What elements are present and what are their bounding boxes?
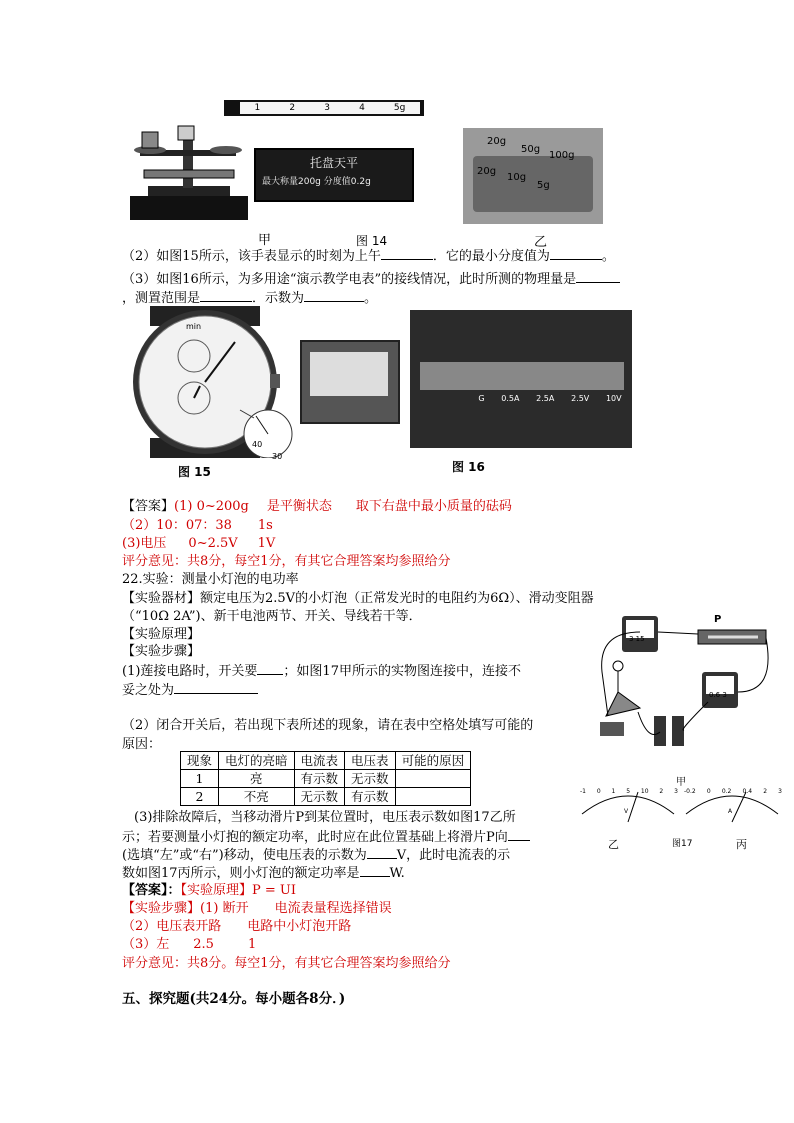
figure-15-watch (120, 306, 310, 458)
weight-label: 20g (477, 166, 497, 177)
tick-label: 0.2 (721, 788, 732, 795)
tick-label: -1 (580, 788, 586, 795)
watch-dial-label: min (186, 322, 202, 331)
answer-blank[interactable] (304, 289, 364, 302)
table-cell: 无示数 (294, 788, 345, 806)
answer-blank[interactable] (576, 270, 620, 283)
q22-step3: (3)排除故障后，当移动滑片P到某位置时，电压表示数如图17乙所 (134, 810, 516, 825)
fig17-label-yi: 乙 (608, 838, 619, 851)
terminal-label: 10V (605, 394, 622, 403)
table-cell: 不亮 (219, 788, 295, 806)
q22-step2-cont: 原因： (122, 737, 162, 752)
balance-scale-illustration (128, 98, 258, 224)
ammeter-unit: A (728, 808, 733, 815)
table-header: 可能的原因 (395, 752, 471, 770)
table-header: 现象 (181, 752, 219, 770)
question-3: （3）如图16所示，为多用途“演示教学电表”的接线情况，此时所测的物理量是 (122, 270, 620, 289)
answer-blank[interactable] (381, 247, 433, 260)
scale-tick: 3 (324, 103, 330, 113)
fig17-label-bing: 丙 (736, 838, 747, 851)
beam-scale (224, 100, 424, 116)
nameplate-spec: 最大称量200g 分度值0.2g (262, 177, 371, 187)
tick-label: 5 (626, 788, 631, 795)
nameplate (254, 148, 414, 202)
table-cell: 有示数 (345, 788, 396, 806)
q22-step2: （2）闭合开关后，若出现下表所述的现象，请在表中空格处填写可能的 (122, 718, 534, 733)
q22-step3-cont3: 数如图17丙所示，则小灯泡的额定功率是 W. (122, 866, 405, 881)
answer-blank[interactable] (550, 247, 602, 260)
answer-2-principle: 【答案】：【实验原理】P = UI (122, 883, 297, 898)
watch-sub-num: 30 (272, 452, 283, 461)
terminal-label: 2.5V (571, 394, 590, 403)
table-cell: 2 (181, 788, 219, 806)
q22-principle: 【实验原理】 (122, 627, 201, 642)
q22-step1: (1)莲接电路时，开关要 ；如图17甲所示的实物图连接中，连接不 (122, 664, 521, 679)
answer-2-score: 评分意见：共8分。每空1分，有其它合理答案均参照给分 (122, 956, 451, 971)
fig15-caption: 图 15 (178, 465, 211, 479)
answer-1-score: 评分意见：共8分，每空1分，有其它合理答案均参照给分 (122, 554, 451, 569)
watch-sub-num: 40 (252, 440, 263, 449)
figure-17-circuit (578, 612, 778, 768)
figure-16-terminals (410, 310, 632, 448)
weight-label: 10g (507, 172, 527, 183)
scale-tick: 4 (359, 103, 365, 113)
table-cell: 亮 (219, 770, 295, 788)
answer-1-line1: 【答案】(1) 0~200g 是平衡状态 取下右盘中最小质量的砝码 (122, 499, 512, 514)
q22-step3-cont2: (选填“左”或“右”)移动，使电压表的示数为 V，此时电流表的示 (122, 848, 511, 863)
table-header: 电压表 (345, 752, 396, 770)
tick-label: 2 (659, 788, 664, 795)
table-row (181, 788, 471, 806)
scale-tick: 1 (254, 103, 261, 113)
answer-blank[interactable] (508, 828, 530, 841)
tick-label: 2 (763, 788, 768, 795)
table-row (181, 770, 471, 788)
phenomenon-table (180, 751, 471, 806)
table-cell: 无示数 (345, 770, 396, 788)
weight-label: 20g (487, 136, 507, 147)
tick-label: 1 (611, 788, 616, 795)
tick-label: 3 (674, 788, 678, 795)
table-cell-answer[interactable] (395, 770, 471, 788)
table-cell-answer[interactable] (395, 788, 471, 806)
terminal-label: 0.5A (501, 394, 520, 403)
nameplate-title: 托盘天平 (309, 156, 358, 170)
q22-step1-cont: 妥之处为 (122, 681, 258, 700)
answer-2-step3: （3）左 2.5 1 (122, 937, 257, 952)
fig14-label-jia: 甲 (258, 233, 272, 248)
figure-16-meter (300, 340, 400, 424)
answer-blank[interactable] (174, 681, 258, 694)
question-3-cont: ，测置范围是 ．示数为 。 (122, 291, 378, 306)
weight-label: 100g (549, 150, 575, 161)
answer-2-step2: （2）电压表开路 电路中小灯泡开路 (122, 919, 352, 934)
tick-label: -0.2 (684, 788, 696, 795)
terminal-label: 2.5A (536, 394, 555, 403)
section-5-heading: 五、探究题(共24分。每小题各8分．) (122, 991, 346, 1007)
weight-label: 50g (521, 144, 541, 155)
tick-label: 0 (706, 788, 711, 795)
tick-label: 0.4 (742, 788, 753, 795)
fig17-caption: 图17 (672, 839, 693, 849)
q22-step3-cont: 示；若要测量小灯抱的额定功率，此时应在此位置基础上将滑片P向 (122, 828, 530, 847)
q22-materials: 【实验器材】额定电压为2.5V的小灯泡（正常发光时的电阻约为6Ω）、滑动变阻器 (122, 591, 594, 606)
answer-blank[interactable] (257, 662, 283, 675)
answer-1-line3: (3)电压 0~2.5V 1V (122, 536, 276, 551)
scale-tick: 2 (289, 103, 296, 113)
q22-title: 22.实验：测量小灯泡的电功率 (122, 572, 299, 587)
fig14-caption: 图 14 (356, 234, 388, 248)
tick-label: 0 (596, 788, 601, 795)
voltmeter-ticks (580, 788, 678, 795)
terminal-label: G (478, 394, 485, 403)
q22-materials-cont: （“10Ω 2A”)、新干电池两节、开关、导线若干等． (122, 609, 422, 624)
answer-blank[interactable] (200, 289, 252, 302)
weights-box-photo (463, 128, 603, 224)
fig17-label-jia: 甲 (676, 777, 686, 788)
fig16-caption: 图 16 (452, 460, 485, 474)
tick-label: 10 (640, 788, 649, 795)
ammeter-ticks (684, 788, 782, 795)
slider-label: P (714, 614, 722, 625)
weight-label: 5g (537, 180, 550, 191)
figure-14 (128, 98, 608, 248)
table-header-row (181, 752, 471, 770)
answer-blank[interactable] (367, 846, 397, 859)
answer-1-line2: （2）10：07：38 1s (122, 518, 273, 533)
question-2: （2）如图15所示，该手表显示的时刻为上午 ．它的最小分度值为 。 (122, 249, 615, 264)
q22-steps: 【实验步骤】 (122, 644, 201, 659)
voltmeter-unit: V (624, 808, 629, 815)
voltmeter-reading: 3 15 (629, 635, 645, 643)
table-cell: 1 (181, 770, 219, 788)
scale-tick: 5g (393, 103, 406, 113)
answer-blank[interactable] (360, 864, 390, 877)
table-cell: 有示数 (294, 770, 345, 788)
table-header: 电灯的亮暗 (219, 752, 295, 770)
tick-label: 3 (778, 788, 782, 795)
fig14-label-yi: 乙 (534, 235, 548, 250)
table-header: 电流表 (294, 752, 345, 770)
answer-2-step1: 【实验步骤】(1) 断开 电流表量程选择错误 (122, 901, 392, 916)
ammeter-reading: 0.6 3 (709, 691, 727, 699)
